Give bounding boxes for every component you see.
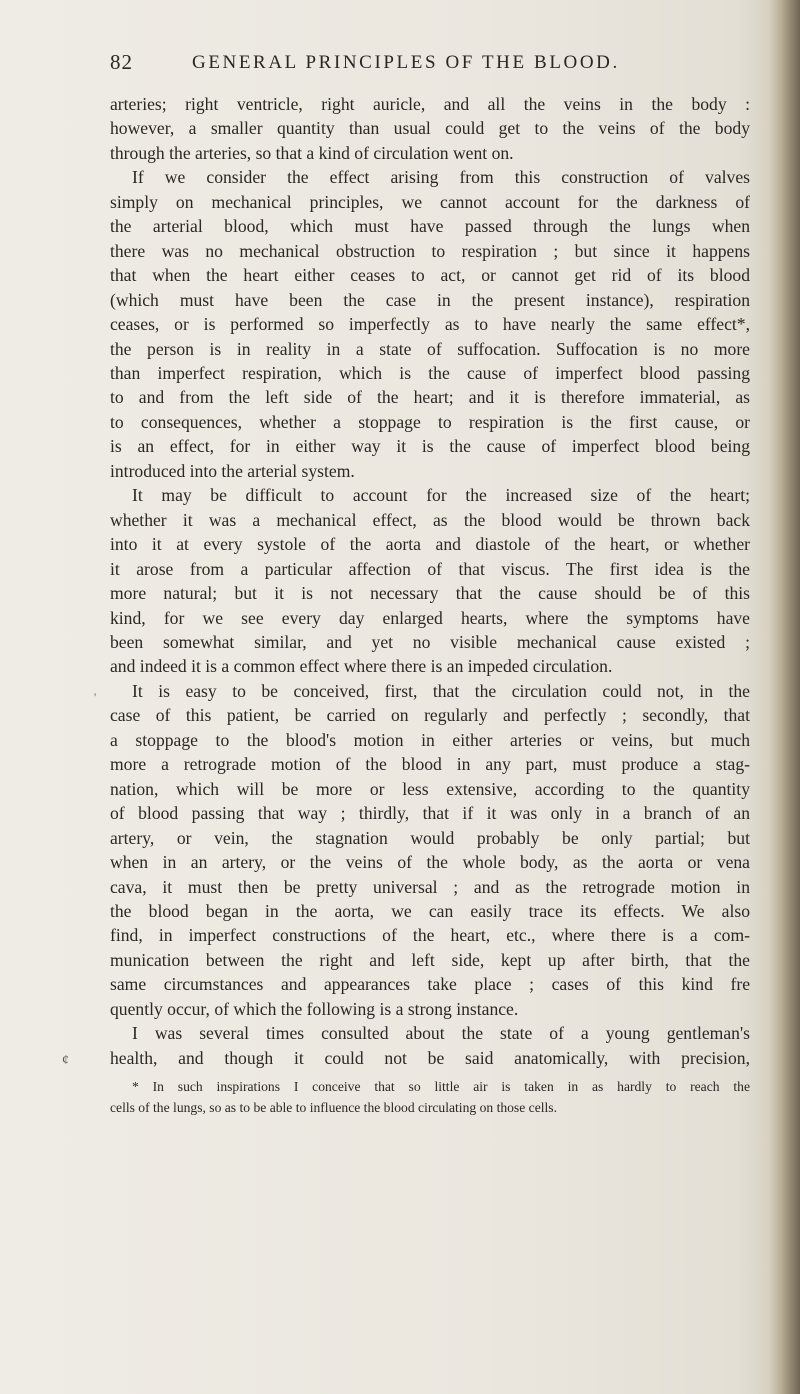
page-header — [110, 50, 750, 80]
text-line: whether it was a mechanical effect, as the blood would be thrown back — [110, 509, 750, 530]
text-line: through the arteries, so that a kind of circulation went on. — [110, 142, 514, 163]
footnote-line: * In such inspirations I conceive that so little air is taken in as hardly to reach the — [132, 1079, 750, 1094]
text-line: when in an artery, or the veins of the whole body, as the aorta or vena — [110, 852, 750, 873]
text-line: is an effect, for in either way it is the cause of imperfect blood being — [110, 436, 750, 457]
text-line: more natural; but it is not necessary that the cause should be of this — [110, 583, 750, 604]
text-line: there was no mechanical obstruction to respiration ; but since it happens — [110, 240, 750, 261]
text-line: into it at every systole of the aorta and diastole of the heart, or whether — [110, 534, 750, 555]
text-line: that when the heart either ceases to act, or cannot get rid of its blood — [110, 265, 750, 286]
text-line: (which must have been the case in the present instance), respiration — [110, 289, 750, 310]
text-line: health, and though it could not be said anatomically, with precision, — [110, 1047, 750, 1068]
text-line: cava, it must then be pretty universal ; and as the retrograde motion in — [110, 876, 750, 897]
text-line: and indeed it is a common effect where there is an impeded circulation. — [110, 656, 613, 677]
margin-tick-mark: ' — [94, 690, 97, 704]
text-line: more a retrograde motion of the blood in any part, must produce a stag- — [110, 754, 750, 775]
text-line: been somewhat similar, and yet no visible mechanical cause existed ; — [110, 631, 750, 652]
text-line: If we consider the effect arising from this construction of valves — [132, 167, 750, 188]
text-line: it arose from a particular affection of that viscus. The first idea is the — [110, 558, 750, 579]
text-line: the person is in reality in a state of suffocation. Suffocation is no more — [110, 338, 750, 359]
text-line: a stoppage to the blood's motion in either arteries or veins, but much — [110, 729, 750, 750]
page-number: 82 — [110, 50, 133, 74]
text-line: arteries; right ventricle, right auricle, and all the veins in the body : — [110, 94, 750, 114]
text-line: kind, for we see every day enlarged hearts, where the symptoms have — [110, 607, 750, 628]
text-line: find, in imperfect constructions of the heart, etc., where there is a com- — [110, 925, 750, 946]
running-title: GENERAL PRINCIPLES OF THE BLOOD. — [192, 52, 620, 73]
text-line: quently occur, of which the following is a strong instance. — [110, 998, 519, 1019]
text-line: to and from the left side of the heart; and it is therefore immaterial, as — [110, 387, 750, 408]
text-line: artery, or vein, the stagnation would probably be only partial; but — [110, 827, 750, 848]
text-line: It may be difficult to account for the increased size of the heart; — [132, 485, 750, 506]
text-line: introduced into the arterial system. — [110, 460, 355, 481]
margin-mark: ¢ — [62, 1053, 69, 1068]
footnote-line: cells of the lungs, so as to be able to influence the blood circulating on those cells. — [110, 1100, 557, 1115]
text-line: than imperfect respiration, which is the cause of imperfect blood passing — [110, 362, 750, 383]
text-line: however, a smaller quantity than usual could get to the veins of the body — [110, 118, 750, 139]
text-line: to consequences, whether a stoppage to respiration is the first cause, or — [110, 411, 750, 432]
text-line: case of this patient, be carried on regularly and perfectly ; secondly, that — [110, 705, 750, 726]
text-line: of blood passing that way ; thirdly, that if it was only in a branch of an — [110, 803, 750, 824]
footnote — [110, 1076, 750, 1118]
text-line: munication between the right and left side, kept up after birth, that the — [110, 949, 750, 970]
text-line: It is easy to be conceived, first, that the circulation could not, in the — [132, 680, 750, 701]
text-line: I was several times consulted about the state of a young gentleman's — [132, 1023, 750, 1044]
text-line: simply on mechanical principles, we cannot account for the darkness of — [110, 191, 750, 212]
text-line: same circumstances and appearances take place ; cases of this kind fre — [110, 974, 750, 995]
text-line: the blood began in the aorta, we can easily trace its effects. We also — [110, 900, 750, 921]
text-line: ceases, or is performed so imperfectly as to have nearly the same effect*, — [110, 314, 750, 335]
body-text — [110, 92, 750, 1070]
page-spine-shadow — [758, 0, 800, 1394]
text-line: nation, which will be more or less extensive, according to the quantity — [110, 778, 750, 799]
text-line: the arterial blood, which must have passed through the lungs when — [110, 216, 750, 237]
